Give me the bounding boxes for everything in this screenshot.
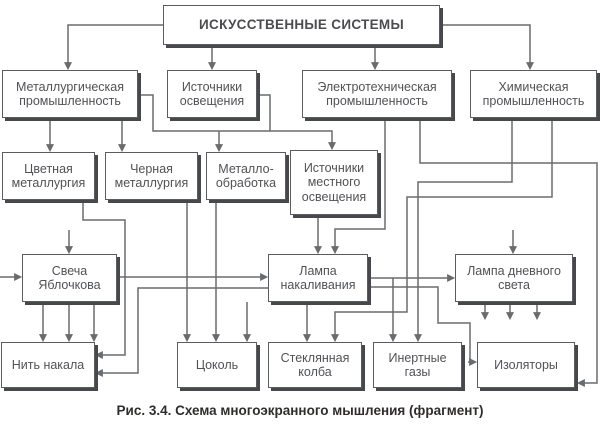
node-filament xyxy=(1,342,95,388)
node-label: Химическая промышленность xyxy=(482,79,585,108)
node-insulators xyxy=(477,342,575,388)
node-incandescent-lamp xyxy=(268,254,368,302)
node-chemical-industry xyxy=(470,70,597,118)
node-label: Свеча Яблочкова xyxy=(38,263,101,292)
figure-caption: Рис. 3.4. Схема многоэкранного мышления (фрагмент) xyxy=(116,403,484,418)
node-metallurgical-industry xyxy=(2,70,138,118)
node-yablochkov-candle xyxy=(22,254,117,302)
node-metalworking xyxy=(206,152,286,200)
edge-top-to-chemical xyxy=(440,25,530,63)
node-label: Лампа накаливания xyxy=(280,263,356,292)
node-daylight-lamp xyxy=(455,254,573,302)
node-label: Цветная металлургия xyxy=(11,161,86,190)
node-label: Источники местного освещения xyxy=(301,160,367,204)
node-lamp-base xyxy=(177,342,257,388)
node-label: Источники освещения xyxy=(179,79,245,108)
node-label: Изоляторы xyxy=(494,357,558,372)
edge-light-sources-join xyxy=(257,95,270,131)
edge-top-to-metallurgical xyxy=(68,25,163,63)
node-label: Электротехническая промышленность xyxy=(317,79,437,108)
node-electrotechnical-industry xyxy=(302,70,452,118)
node-label: Инертные газы xyxy=(388,350,447,379)
node-artificial-systems xyxy=(163,5,440,45)
node-label: Черная металлургия xyxy=(114,161,189,190)
node-glass-bulb xyxy=(268,342,362,388)
node-label: Лампа дневного света xyxy=(467,263,561,292)
node-light-sources xyxy=(167,70,257,118)
node-ferrous-metallurgy xyxy=(105,152,198,200)
node-label: Стеклянная колба xyxy=(280,350,350,379)
edge-chemical-to-inert-gases xyxy=(418,120,512,335)
node-inert-gases xyxy=(373,342,462,388)
node-label: Металлургическая промышленность xyxy=(16,79,124,108)
node-local-light-sources xyxy=(290,150,378,215)
node-label: Цоколь xyxy=(195,357,239,372)
node-nonferrous-metallurgy xyxy=(2,152,95,200)
node-label: Металло-обработка xyxy=(215,161,277,190)
node-label: ИСКУССТВЕННЫЕ СИСТЕМЫ xyxy=(199,17,404,33)
node-label: Нить накала xyxy=(11,357,85,372)
